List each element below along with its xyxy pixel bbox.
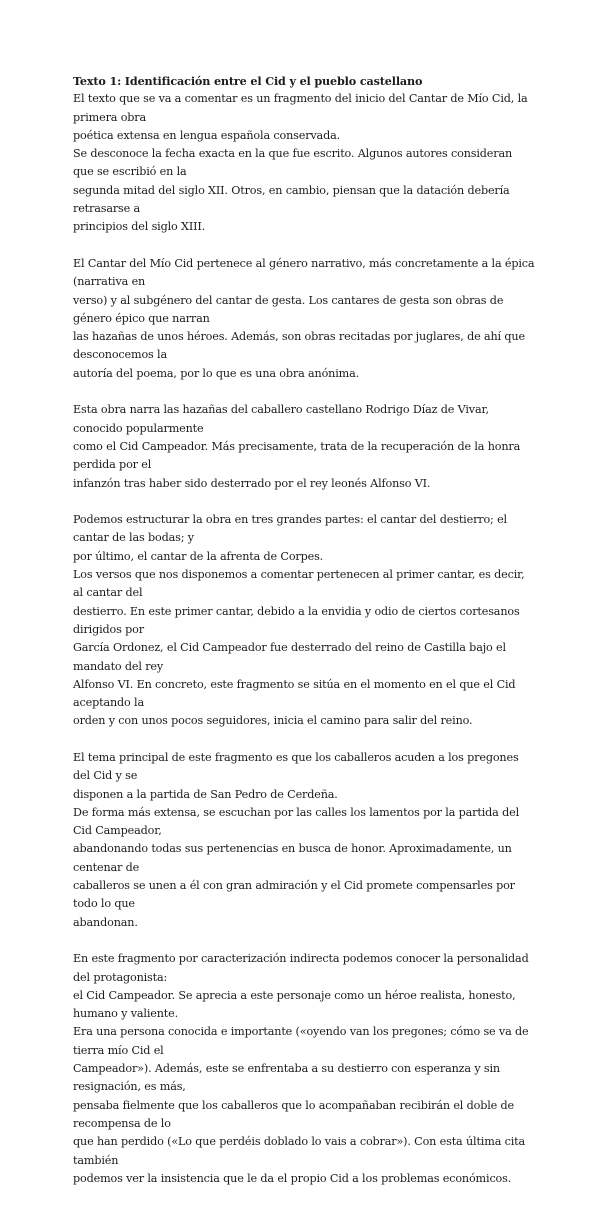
document-title: Texto 1: Identificación entre el Cid y el pueblo castellano [73,74,423,88]
text-line: autoría del poema, por lo que es una obra anónima. [73,366,360,380]
text-line: segunda mitad del siglo XII. Otros, en cambio, piensan que la datación debería retrasarse a [73,183,510,216]
text-line: verso) y al subgénero del cantar de gesta. Los cantares de gesta son obras de género épico que narran [73,293,504,325]
text-line: como el Cid Campeador. Más precisamente, trata de la recuperación de la honra perdida por el [73,439,521,472]
text-line: Esta obra narra las hazañas del caballero castellano Rodrigo Díaz de Vivar, conocido popularmente [73,403,489,435]
paragraph-theme [73,749,535,932]
text-line: Se desconoce la fecha exacta en la que fue escrito. Algunos autores consideran que se escribió en la [73,147,513,179]
text-line: por último, el cantar de la afrenta de Corpes. [73,549,324,563]
text-line: Alfonso VI. En concreto, este fragmento se sitúa en el momento en el que el Cid aceptando la [73,677,516,710]
paragraph-character [73,950,535,1188]
text-line: Podemos estructurar la obra en tres grandes partes: el cantar del destierro; el cantar de las bodas; y [73,513,507,545]
text-line: disponen a la partida de San Pedro de Cerdeña. [73,787,338,801]
text-line: las hazañas de unos héroes. Además, son obras recitadas por juglares, de ahí que desconocemos la [73,330,525,362]
text-line: pensaba fielmente que los caballeros que lo acompañaban recibirán el doble de recompensa de lo [73,1098,515,1130]
paragraph-introduction [73,90,535,236]
text-line: Campeador»). Además, este se enfrentaba a su destierro con esperanza y sin resignación, es más, [73,1062,500,1094]
text-line: Era una persona conocida e importante («oyendo van los pregones; cómo se va de tierra mío Cid el [73,1025,529,1057]
text-line: que han perdido («Lo que perdéis doblado lo vais a cobrar»). Con esta última cita también [73,1135,526,1167]
text-line: infanzón tras haber sido desterrado por el rey leonés Alfonso VI. [73,476,431,490]
text-line: En este fragmento por caracterización indirecta podemos conocer la personalidad del protagonista: [73,952,529,984]
document-page [73,72,535,1206]
text-line: destierro. En este primer cantar, debido a la envidia y odio de ciertos cortesanos dirigidos por [73,604,520,636]
text-line: orden y con unos pocos seguidores, inicia el camino para salir del reino. [73,714,473,728]
text-line: Los versos que nos disponemos a comentar pertenecen al primer cantar, es decir, al cantar del [73,568,525,600]
text-line: abandonan. [73,915,138,929]
text-line: abandonando todas sus pertenencias en busca de honor. Aproximadamente, un centenar de [73,842,512,874]
text-line: García Ordonez, el Cid Campeador fue desterrado del reino de Castilla bajo el mandato del rey [73,641,506,673]
text-line: El texto que se va a comentar es un fragmento del inicio del Cantar de Mío Cid, la primera obra [73,92,528,124]
text-line: el Cid Campeador. Se aprecia a este personaje como un héroe realista, honesto, humano y valiente. [73,988,516,1021]
text-line: De forma más extensa, se escuchan por las calles los lamentos por la partida del Cid Campeador, [73,805,519,838]
text-line: poética extensa en lengua española conservada. [73,128,341,142]
text-line: caballeros se unen a él con gran admiración y el Cid promete compensarles por todo lo que [73,879,515,911]
text-line: principios del siglo XIII. [73,220,206,234]
text-line: El tema principal de este fragmento es que los caballeros acuden a los pregones del Cid y se [73,750,519,783]
paragraph-plot [73,401,535,492]
text-line: El Cantar del Mío Cid pertenece al género narrativo, más concretamente a la épica (narrativa en [73,256,535,289]
paragraph-structure [73,511,535,731]
paragraph-genre [73,255,535,383]
text-line: podemos ver la insistencia que le da el propio Cid a los problemas económicos. [73,1171,512,1185]
